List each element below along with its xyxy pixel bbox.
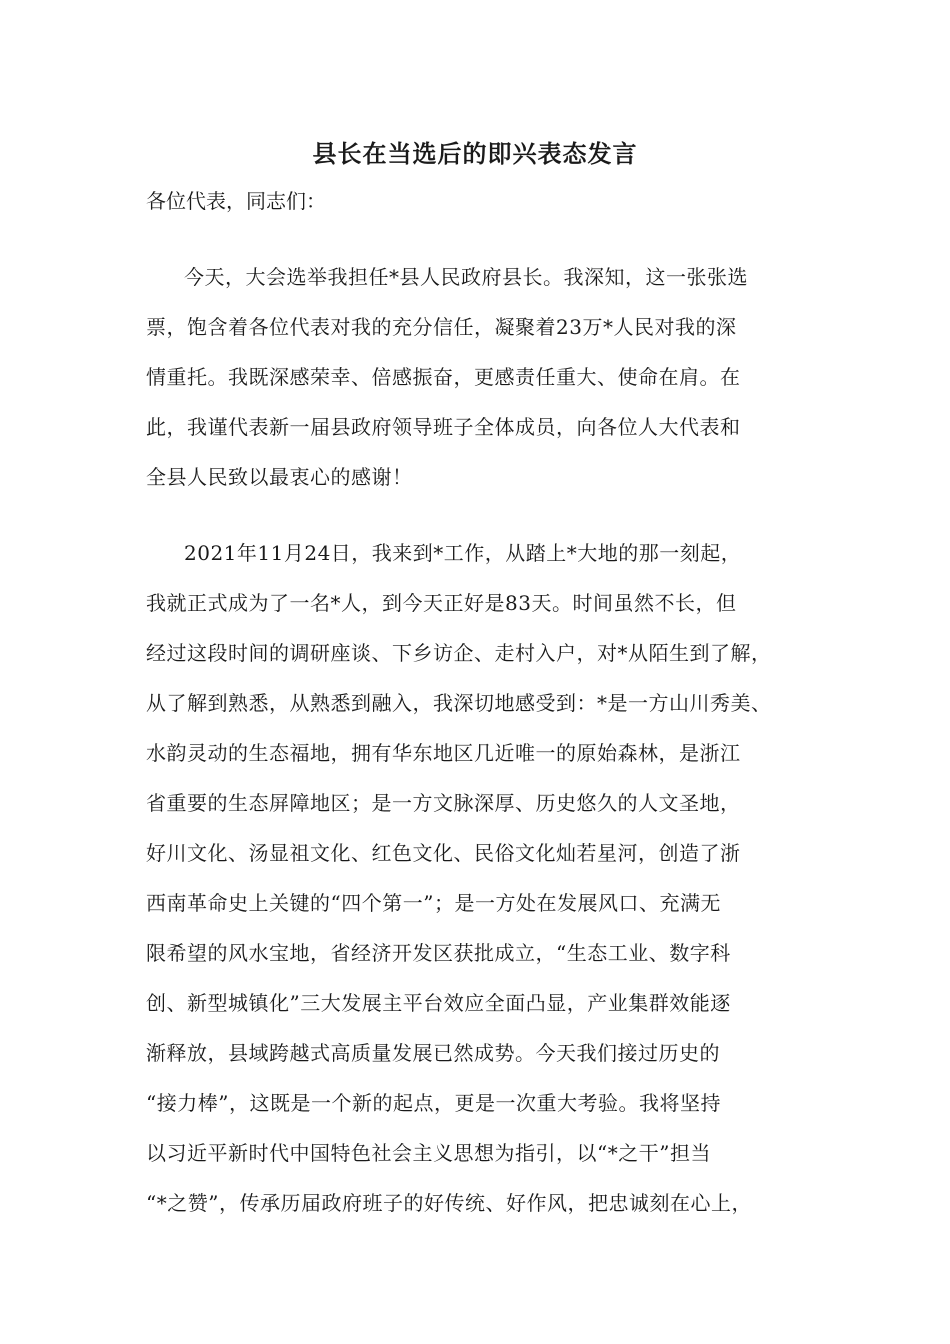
paragraph-line: 情重托。我既深感荣幸、倍感振奋，更感责任重大、使命在肩。在 xyxy=(146,365,741,389)
paragraph-line: 创、新型城镇化”三大发展主平台效应全面凸显，产业集群效能逐 xyxy=(146,991,731,1015)
paragraph-line: 我就正式成为了一名*人，到今天正好是83天。时间虽然不长，但 xyxy=(146,591,737,615)
paragraph-line: 2021年11月24日，我来到*工作，从踏上*大地的那一刻起， xyxy=(184,541,742,565)
paragraph-2 xyxy=(146,528,826,1228)
paragraph-line: 渐释放，县域跨越式高质量发展已然成势。今天我们接过历史的 xyxy=(146,1041,720,1065)
paragraph-line: 好川文化、汤显祖文化、红色文化、民俗文化灿若星河，创造了浙 xyxy=(146,841,741,865)
paragraph-line: 票，饱含着各位代表对我的充分信任，凝聚着23万*人民对我的深 xyxy=(146,315,737,339)
paragraph-1 xyxy=(146,252,826,502)
document-title: 县长在当选后的即兴表态发言 xyxy=(312,139,638,168)
paragraph-line: 从了解到熟悉，从熟悉到融入，我深切地感受到：*是一方山川秀美、 xyxy=(146,691,772,715)
paragraph-line: 西南革命史上关键的“四个第一”；是一方处在发展风口、充满无 xyxy=(146,891,721,915)
document-body xyxy=(146,176,826,1254)
paragraph-line: 全县人民致以最衷心的感谢！ xyxy=(146,465,413,489)
salutation: 各位代表，同志们： xyxy=(146,189,326,213)
paragraph-line: “*之赞”，传承历届政府班子的好传统、好作风，把忠诚刻在心上， xyxy=(146,1191,752,1215)
paragraph-line: 水韵灵动的生态福地，拥有华东地区几近唯一的原始森林，是浙江 xyxy=(146,741,741,765)
paragraph-line: “接力棒”，这既是一个新的起点，更是一次重大考验。我将坚持 xyxy=(146,1091,721,1115)
paragraph-line: 经过这段时间的调研座谈、下乡访企、走村入户，对*从陌生到了解， xyxy=(146,641,772,665)
paragraph-line: 以习近平新时代中国特色社会主义思想为指引，以“*之干”担当 xyxy=(146,1141,711,1165)
paragraph-line: 省重要的生态屏障地区；是一方文脉深厚、历史悠久的人文圣地， xyxy=(146,791,741,815)
paragraph-line: 此，我谨代表新一届县政府领导班子全体成员，向各位人大代表和 xyxy=(146,415,741,439)
paragraph-line: 今天，大会选举我担任*县人民政府县长。我深知，这一张张选 xyxy=(184,265,748,289)
paragraph-line: 限希望的风水宝地，省经济开发区获批成立，“生态工业、数字科 xyxy=(146,941,731,965)
